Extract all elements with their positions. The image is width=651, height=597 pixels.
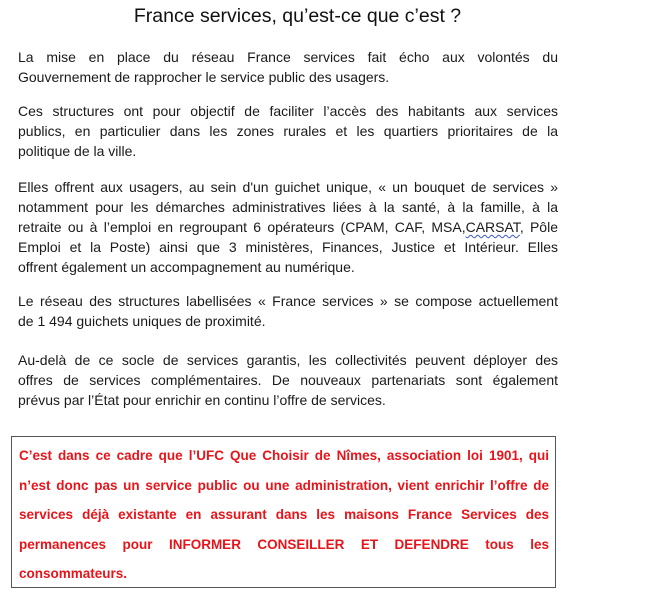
paragraph-line: prévus par l’État pour enrichir en continu l’offre de services. xyxy=(18,392,386,408)
paragraph-line: Elles offrent aux usagers, au sein d'un guichet unique, « un bouquet de services » xyxy=(18,179,558,195)
paragraph-intro xyxy=(18,47,558,87)
paragraph-line: de 1 494 guichets uniques de proximité. xyxy=(18,313,266,329)
highlight-line: n’est donc pas un service public ou une administration, vient enrichir l’offre de xyxy=(19,477,549,493)
paragraph-line: politique de la ville. xyxy=(18,143,137,159)
paragraph-line: offrent également un accompagnement au numérique. xyxy=(18,259,355,275)
page-title: France services, qu’est-ce que c’est ? xyxy=(133,5,462,27)
paragraph-line: La mise en place du réseau France services fait écho aux volontés du xyxy=(18,49,558,65)
highlight-line: consommateurs. xyxy=(19,566,128,581)
highlight-box xyxy=(11,436,556,588)
paragraph-objectives xyxy=(18,101,558,161)
paragraph-line: Emploi et la Poste) ainsi que 3 ministères, Finances, Justice et Intérieur. Elles xyxy=(18,239,558,255)
paragraph-offers xyxy=(18,177,558,277)
paragraph-line: Gouvernement de rapprocher le service public des usagers. xyxy=(18,69,390,85)
paragraph-line: offres de services complémentaires. De nouveaux partenariats sont également xyxy=(18,372,558,388)
paragraph-line: Le réseau des structures labellisées « France services » se compose actuellement xyxy=(18,293,558,309)
highlight-text xyxy=(19,441,549,589)
paragraph-line: publics, en particulier dans les zones rurales et les quartiers prioritaires de la xyxy=(18,123,558,139)
paragraph-line: Au-delà de ce socle de services garantis, les collectivités peuvent déployer des xyxy=(18,352,558,368)
paragraph-line: retraite ou à l’emploi en regroupant 6 opérateurs (CPAM, CAF, MSA,CARSAT, Pôle xyxy=(18,219,558,235)
highlight-line: services déjà existante en assurant dans les maisons France Services des xyxy=(19,507,549,522)
paragraph-line: notamment pour les démarches administratives liées à la santé, à la famille, à la xyxy=(18,199,558,215)
paragraph-line: Ces structures ont pour objectif de faciliter l’accès des habitants aux services xyxy=(18,103,558,119)
paragraph-partnerships xyxy=(18,350,558,410)
paragraph-network xyxy=(18,291,558,331)
highlight-line: C’est dans ce cadre que l’UFC Que Choisir de Nîmes, association loi 1901, qui xyxy=(19,448,549,463)
spellcheck-underline: CARSAT xyxy=(465,219,520,235)
highlight-line: permanences pour INFORMER CONSEILLER ET DEFENDRE tous les xyxy=(19,536,549,552)
